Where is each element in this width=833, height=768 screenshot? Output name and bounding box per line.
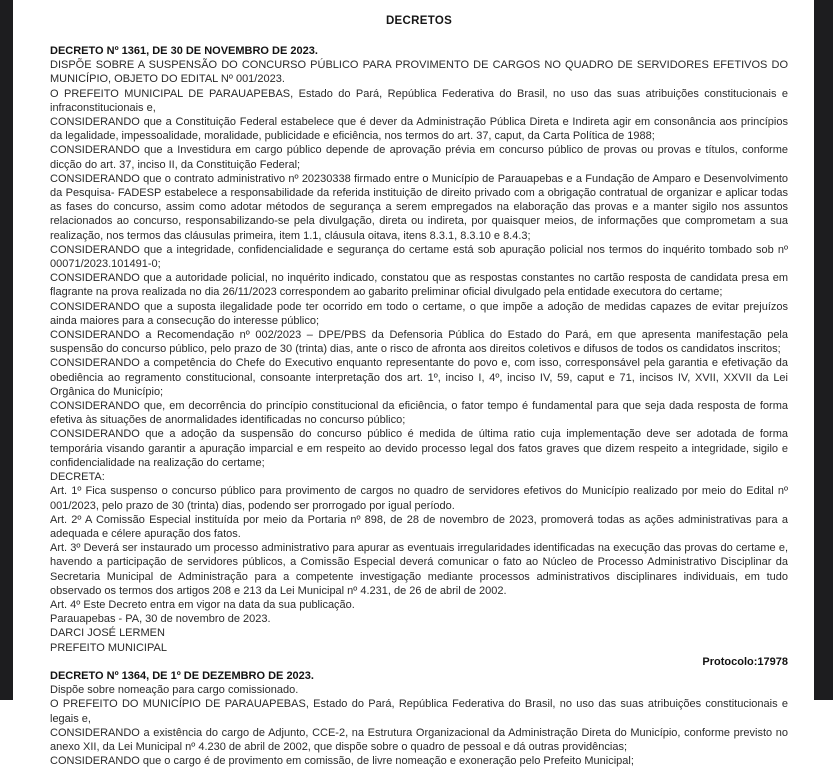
decree-paragraph: CONSIDERANDO que o cargo é de provimento em comissão, de livre nomeação e exoneração pelo Prefeito Municipal;	[50, 755, 634, 768]
decree-paragraph: Art. 4º Este Decreto entra em vigor na data da sua publicação.	[50, 598, 355, 611]
decree-paragraph: CONSIDERANDO que a Constituição Federal estabelece que é dever da Administração Pública Direta e Indireta agir em consonância aos princípios da legalidade, impessoalidade, moralidade, publicidade e eficiência, nos termos do art. 37, caput, da Carta Política de 1988;	[50, 116, 788, 143]
decree-paragraph: DISPÕE SOBRE A SUSPENSÃO DO CONCURSO PÚBLICO PARA PROVIMENTO DE CARGOS NO QUADRO DE SERVIDORES EFETIVOS DO MUNICÍPIO, OBJETO DO EDITAL Nº 001/2023.	[50, 59, 788, 86]
decree-heading: DECRETO Nº 1364, DE 1º DE DEZEMBRO DE 2023.	[50, 669, 314, 682]
decree-paragraph: Art. 1º Fica suspenso o concurso público para provimento de cargos no quadro de servidores efetivos do Município realizado por meio do Edital nº 001/2023, pelo prazo de 30 (trinta) dias, podendo ser prorrogado por igual período.	[50, 485, 788, 512]
decree-paragraph: CONSIDERANDO a Recomendação nº 002/2023 – DPE/PBS da Defensoria Pública do Estado do Pará, em que apresenta manifestação pela suspensão do concurso público, pelo prazo de 30 (trinta) dias, ante o risco de afronta aos direitos coletivos e difusos de todos os candidatos inscritos;	[50, 329, 788, 356]
decree-paragraph: CONSIDERANDO que a autoridade policial, no inquérito indicado, constatou que as respostas constantes no cartão resposta de candidata presa em flagrante na prova realizada no dia 26/11/2023 correspondem ao gabarito preliminar oficial divulgado pela entidade executora do certame;	[50, 272, 788, 299]
left-edge-bar	[0, 0, 13, 700]
signature-role: PREFEITO MUNICIPAL	[50, 641, 167, 654]
document-body	[50, 44, 788, 768]
right-edge-bar	[814, 0, 833, 700]
decree-paragraph: Art. 2º A Comissão Especial instituída por meio da Portaria nº 898, de 28 de novembro de 2023, promoverá todas as ações administrativas para a adequada e célere apuração dos fatos.	[50, 513, 788, 540]
decree-paragraph: CONSIDERANDO que o contrato administrativo nº 20230338 firmado entre o Município de Parauapebas e a Fundação de Amparo e Desenvolvimento da Pesquisa- FADESP estabelece a responsabilidade da referida instituição de direito privado com a obrigação contratual de organizar e aplicar todas as fases do concurso, assim como adotar métodos de segurança a serem empregados na elaboração das provas e a manter sigilo nos assuntos relacionados ao concurso, responsabilizando-se pela divulgação, direta ou indireta, por quaisquer meios, de informações que comprometam a sua realização, nos termos das cláusulas primeira, item 1.1, cláusula oitava, itens 8.3.1, 8.3.10 e 8.4.3;	[50, 172, 788, 242]
decree-paragraph: DECRETA:	[50, 471, 105, 484]
decree-paragraph: CONSIDERANDO que a adoção da suspensão do concurso público é medida de última ratio cuja implementação deve ser adotada de forma temporária visando garantir a apuração imparcial e em respeito ao devido processo legal dos fatos graves que dizem respeito a integridade, sigilo e confidencialidade na realização do certame;	[50, 428, 788, 469]
decree-paragraph: CONSIDERANDO a existência do cargo de Adjunto, CCE-2, na Estrutura Organizacional da Administração Direta do Município, conforme previsto no anexo XII, da Lei Municipal nº 4.230 de abril de 2002, que dispõe sobre o quadro de pessoal e dá outras providências;	[50, 726, 788, 753]
decree-paragraph: Parauapebas - PA, 30 de novembro de 2023.	[50, 613, 271, 626]
decree-1364	[50, 669, 788, 768]
decree-paragraph: CONSIDERANDO que a suposta ilegalidade pode ter ocorrido em todo o certame, o que impõe a adoção de medidas capazes de evitar prejuízos ainda maiores para a consecução do interesse público;	[50, 300, 788, 327]
decree-paragraph: Art. 3º Deverá ser instaurado um processo administrativo para apurar as eventuais irregularidades identificadas na execução das provas do certame e, havendo a participação de servidores públicos, a Comissão Especial deverá comunicar o fato ao Núcleo de Processo Administrativo Disciplinar da Secretaria Municipal de Administração para a competente investigação mediante processos administrativos disciplinares individuais, em tudo observado os termos dos artigos 208 e 213 da Lei Municipal nº 4.231, de 26 de abril de 2002.	[50, 542, 788, 597]
decree-paragraph: CONSIDERANDO que a Investidura em cargo público depende de aprovação prévia em concurso público de provas ou provas e títulos, conforme dicção do art. 37, inciso II, da Constituição Federal;	[50, 144, 788, 171]
decree-paragraph: Dispõe sobre nomeação para cargo comissionado.	[50, 684, 299, 697]
decree-paragraph: O PREFEITO DO MUNICÍPIO DE PARAUAPEBAS, Estado do Pará, República Federativa do Brasil, no uso das suas atribuições constitucionais e legais e,	[50, 698, 788, 725]
decree-paragraph: CONSIDERANDO que a integridade, confidencialidade e segurança do certame está sob apuração policial nos termos do inquérito tombado sob nº 00071/2023.101491-0;	[50, 243, 788, 271]
decree-paragraph: CONSIDERANDO a competência do Chefe do Executivo enquanto representante do povo e, com isso, corresponsável pela garantia e efetivação da obediência ao regramento constitucional, consoante interpretação dos art. 1º, inciso I, 4º, inciso IV, 59, caput e 71, incisos IV, XVII, XXVII da Lei Orgânica do Município;	[50, 357, 788, 398]
document-page	[50, 0, 788, 768]
decree-1361	[50, 44, 788, 669]
signature-name: DARCI JOSÉ LERMEN	[50, 627, 165, 640]
decree-paragraph: O PREFEITO MUNICIPAL DE PARAUAPEBAS, Estado do Pará, República Federativa do Brasil, no uso das suas atribuições constitucionais e infraconstitucionais e,	[50, 87, 788, 114]
decree-heading: DECRETO Nº 1361, DE 30 DE NOVEMBRO DE 2023.	[50, 45, 318, 57]
page-title: DECRETOS	[385, 15, 453, 27]
decree-paragraph: CONSIDERANDO que, em decorrência do princípio constitucional da eficiência, o fator tempo é fundamental para que seja dada resposta de forma efetiva às situações de anormalidades identificadas no concurso público;	[50, 400, 788, 427]
protocol-number: Protocolo:17978	[702, 655, 788, 668]
